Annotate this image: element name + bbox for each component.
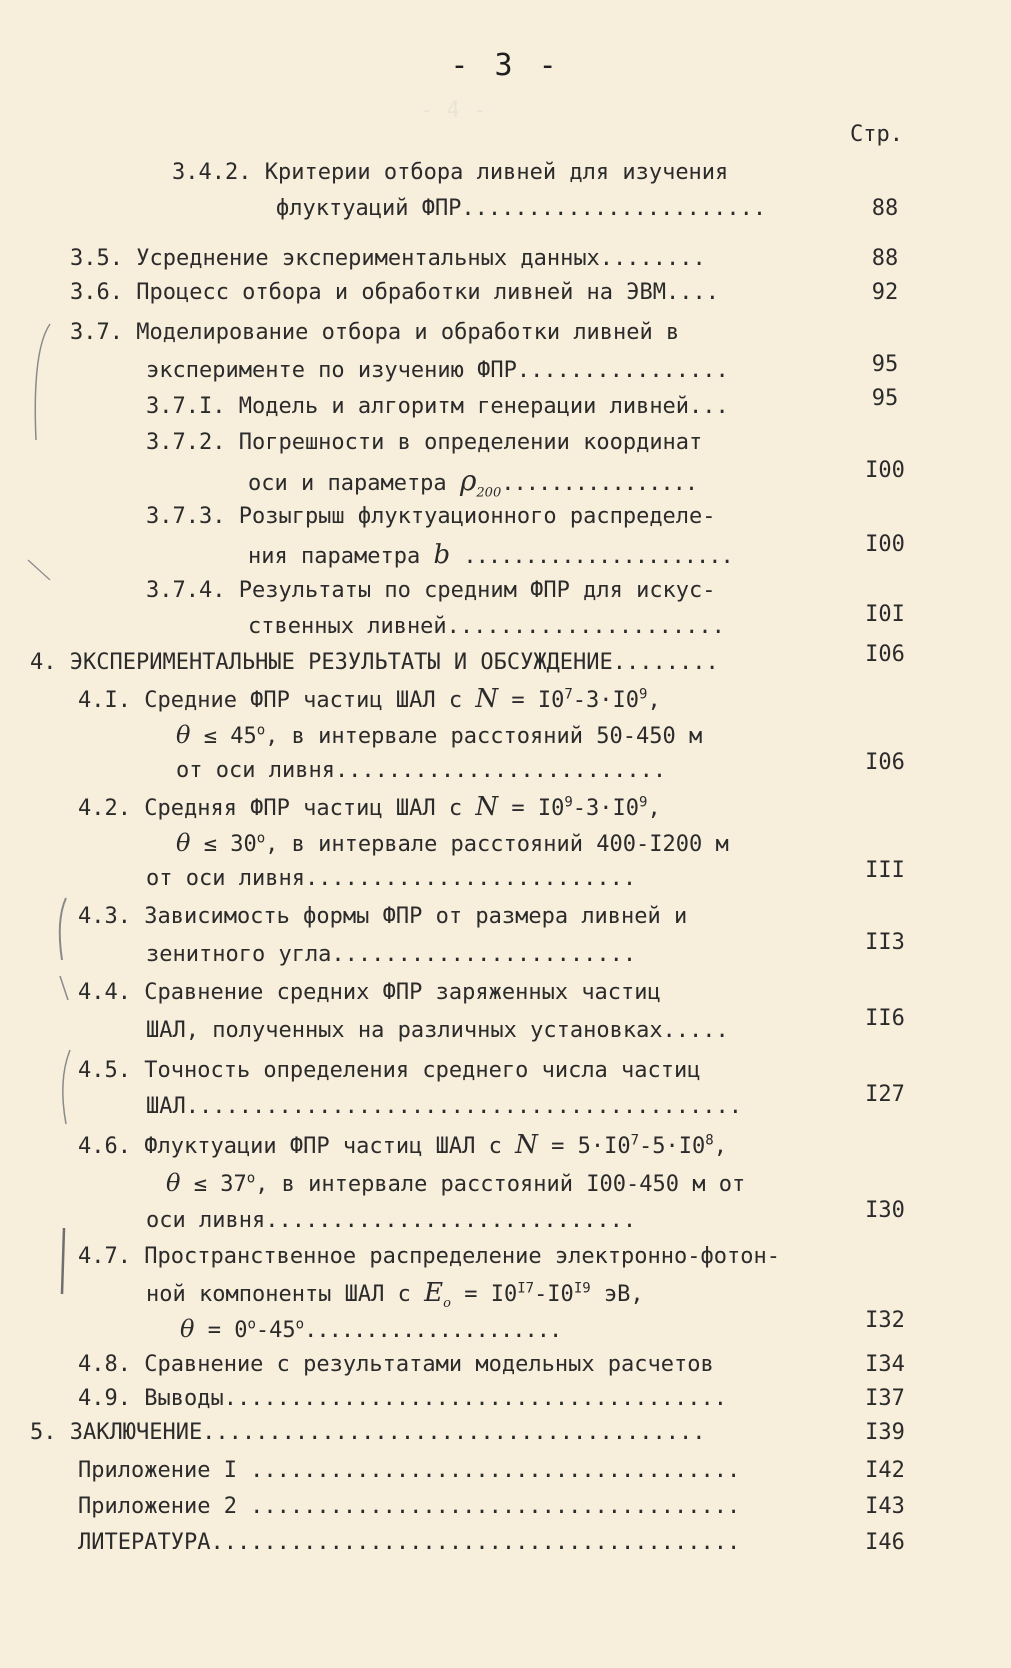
toc-entry-4-6-line2: $\theta \le 37^o$, в интервале расстояний I00-450 м от (166, 1169, 746, 1197)
toc-page-3-4-2: 88 (871, 196, 899, 221)
margin-pencil-mark (44, 890, 84, 1130)
toc-entry-3-6: 3.6. Процесс отбора и обработки ливней на ЭВМ.... (70, 280, 720, 305)
toc-page-4-5: I27 (865, 1082, 905, 1107)
toc-entry-appendix-1: Приложение I ..................................... (78, 1458, 741, 1483)
toc-page-4: I06 (865, 642, 905, 667)
toc-page-4-6: I30 (865, 1198, 905, 1223)
toc-page-3-7-1: 95 (871, 386, 899, 411)
toc-entry-appendix-2: Приложение 2 ..................................... (78, 1494, 741, 1519)
toc-page-4-2: III (865, 858, 905, 883)
toc-page-3-7: 95 (871, 352, 899, 377)
toc-entry-3-7-line1: 3.7. Моделирование отбора и обработки ливней в (70, 320, 680, 345)
margin-pencil-mark (52, 1224, 82, 1304)
toc-entry-4-1-line2: $\theta \le 45^o$, в интервале расстояний 50-450 м (176, 721, 703, 749)
toc-page-3-7-2: I00 (865, 458, 905, 483)
e0-symbol: $E_o$ (424, 1278, 451, 1312)
toc-entry-3-4-2-line1: 3.4.2. Критерии отбора ливней для изучения (172, 160, 729, 185)
theta-symbol: θ (176, 829, 191, 857)
toc-page-4-8: I34 (865, 1352, 905, 1377)
theta-symbol: θ (176, 721, 191, 749)
page-column-header: Стр. (850, 122, 903, 147)
toc-page-3-7-4: I0I (865, 602, 905, 627)
toc-entry-3-7-2-line1: 3.7.2. Погрешности в определении координат (146, 430, 703, 455)
toc-entry-3-4-2-line2: флуктуаций ФПР....................... (276, 196, 767, 221)
toc-entry-3-5: 3.5. Усреднение экспериментальных данных........ (70, 246, 706, 271)
toc-entry-3-7-line2: эксперименте по изучению ФПР................ (146, 358, 729, 383)
toc-page-4-7: I32 (865, 1308, 905, 1333)
toc-entry-4-4-line2: ШАЛ, полученных на различных установках..... (146, 1018, 729, 1043)
toc-entry-4: 4. ЭКСПЕРИМЕНТАЛЬНЫЕ РЕЗУЛЬТАТЫ И ОБСУЖДЕНИЕ........ (30, 650, 719, 675)
toc-entry-4-4-line1: 4.4. Сравнение средних ФПР заряженных частиц (78, 980, 661, 1005)
margin-pencil-mark (20, 320, 60, 580)
toc-entry-5: 5. ЗАКЛЮЧЕНИЕ...................................... (30, 1420, 706, 1445)
toc-entry-3-7-3-line2: ния параметра b ...................... (248, 540, 733, 570)
toc-entry-4-1-line1: 4.I. Средние ФПР частиц ШАЛ с $N = I0^7-3\cdot I0^9$, (78, 684, 661, 714)
toc-page-3-5: 88 (871, 246, 899, 271)
rho-symbol: $\rho_{200}$ (459, 464, 502, 501)
toc-entry-4-1-line3: от оси ливня......................... (176, 758, 667, 783)
toc-entry-3-7-1: 3.7.I. Модель и алгоритм генерации ливней... (146, 394, 729, 419)
toc-page-3-7-3: I00 (865, 532, 905, 557)
toc-entry-3-7-4-line2: ственных ливней..................... (248, 614, 725, 639)
toc-page-appendix-2: I43 (865, 1494, 905, 1519)
toc-entry-3-7-2-text: оси и параметра (248, 471, 447, 496)
toc-page-4-1: I06 (865, 750, 905, 775)
toc-page-appendix-1: I42 (865, 1458, 905, 1483)
theta-symbol: θ (166, 1169, 181, 1197)
toc-entry-4-5-line1: 4.5. Точность определения среднего числа частиц (78, 1058, 701, 1083)
page-number: - 3 - (450, 48, 561, 83)
toc-page-4-3: II3 (865, 930, 905, 955)
toc-page-literature: I46 (865, 1530, 905, 1555)
toc-entry-4-9: 4.9. Выводы...................................... (78, 1386, 728, 1411)
n-symbol: N (515, 1130, 538, 1160)
bleed-through: - 4 - (420, 98, 487, 123)
toc-entry-4-8: 4.8. Сравнение с результатами модельных расчетов (78, 1352, 714, 1377)
toc-entry-3-7-3-line1: 3.7.3. Розыгрыш флуктуационного распределе- (146, 504, 716, 529)
toc-page-5: I39 (865, 1420, 905, 1445)
toc-entry-3-7-2-line2: оси и параметра $\rho_{200}$................ (248, 464, 698, 501)
toc-page-4-4: II6 (865, 1006, 905, 1031)
b-symbol: b (433, 540, 451, 570)
toc-entry-4-7-line2: ной компоненты ШАЛ с $E_o = I0^{I7}-I0^{I9}$ эВ, (146, 1278, 644, 1312)
toc-entry-4-2-line2: $\theta \le 30^o$, в интервале расстояний 400-I200 м (176, 829, 729, 857)
theta-symbol: θ (180, 1315, 195, 1343)
toc-entry-4-3-line2: зенитного угла....................... (146, 942, 637, 967)
toc-entry-4-6-line1: 4.6. Флуктуации ФПР частиц ШАЛ с $N = 5\cdot I0^7-5\cdot I0^8$, (78, 1130, 727, 1160)
toc-entry-4-7-line3: $\theta = 0^o-45^o$..................... (180, 1315, 562, 1343)
n-symbol: N (475, 684, 499, 714)
toc-page-4-9: I37 (865, 1386, 905, 1411)
toc-entry-4-3-line1: 4.3. Зависимость формы ФПР от размера ливней и (78, 904, 688, 929)
toc-entry-literature: ЛИТЕРАТУРА........................................ (78, 1530, 741, 1555)
toc-entry-4-6-line3: оси ливня............................ (146, 1208, 637, 1233)
toc-entry-3-7-4-line1: 3.7.4. Результаты по средним ФПР для искус- (146, 578, 716, 603)
toc-entry-4-5-line2: ШАЛ.......................................... (146, 1094, 743, 1119)
n-symbol: N (475, 792, 499, 822)
toc-entry-4-7-line1: 4.7. Пространственное распределение электронно-фотон- (78, 1244, 780, 1269)
toc-entry-4-2-line3: от оси ливня......................... (146, 866, 637, 891)
toc-entry-4-2-line1: 4.2. Средняя ФПР частиц ШАЛ с $N = I0^9-3\cdot I0^9$, (78, 792, 661, 822)
toc-page-3-6: 92 (871, 280, 899, 305)
